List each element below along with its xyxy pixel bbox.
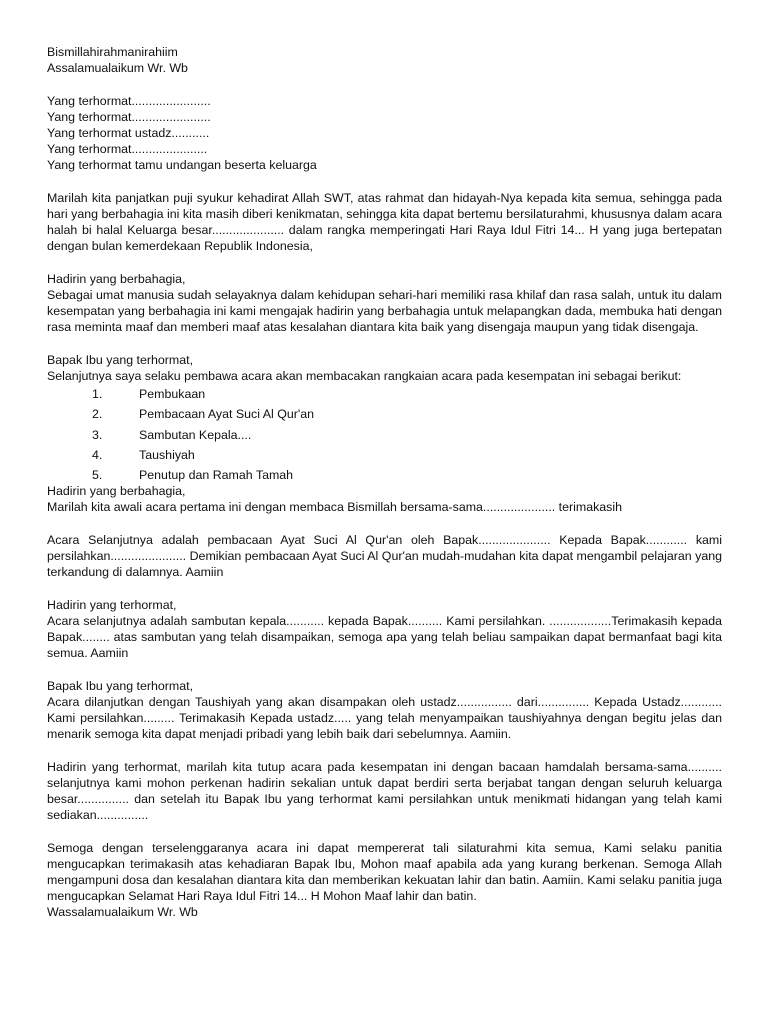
greeting-line: Yang terhormat tamu undangan beserta keluarga bbox=[47, 158, 317, 173]
paragraph-quran-reading: Acara Selanjutnya adalah pembacaan Ayat Suci Al Qur'an oleh Bapak..................... Kepada Bapak............ kami persilahkan...................... Demikian pembacaan Ayat Suci Al Qur'an mudah-mudahan kita dapat mengambil pelajaran yang terkandung di dalamnya. Aamiin bbox=[47, 532, 722, 580]
paragraph-bismillah: Marilah kita awali acara pertama ini dengan membaca Bismillah bersama-sama..................... terimakasih bbox=[47, 500, 623, 515]
paragraph-closing-event: Hadirin yang terhormat, marilah kita tutup acara pada kesempatan ini dengan bacaan hamdalah bersama-sama.......... selanjutnya kami mohon perkenan hadirin sekalian untuk dapat berdiri serta berjabat tangan dengan seluruh keluarga besar............... dan setelah itu Bapak Ibu yang terhormat kami persilahkan untuk menikmati hidangan yang telah kami sediakan............... bbox=[47, 759, 722, 823]
salutation: Bapak Ibu yang terhormat, bbox=[47, 352, 194, 367]
list-item-number: 4. bbox=[92, 447, 103, 462]
closing-salam: Wassalamualaikum Wr. Wb bbox=[47, 905, 198, 920]
greeting-line: Yang terhormat ustadz........... bbox=[47, 126, 210, 140]
speech-text bbox=[47, 44, 722, 921]
paragraph-agenda-intro: Selanjutnya saya selaku pembawa acara akan membacakan rangkaian acara pada kesempatan ini sebagai berikut: bbox=[47, 369, 682, 383]
list-item-number: 2. bbox=[92, 407, 103, 422]
list-item bbox=[47, 445, 722, 465]
paragraph-forgiveness: Sebagai umat manusia sudah selayaknya dalam kehidupan sehari-hari memiliki rasa khilaf dan rasa salah, untuk itu dalam kesempatan yang berbahagia ini kami mengajak hadirin yang berbahagia untuk melapangkan dada, membuka hati dengan rasa meminta maaf dan memberi maaf atas kesalahan diantara kita baik yang disengaja maupun yang tidak disengaja. bbox=[47, 288, 722, 335]
list-item-number: 1. bbox=[92, 387, 103, 402]
opening-bismillah: Bismillahirahmanirahiim bbox=[47, 45, 178, 59]
list-item bbox=[47, 404, 722, 424]
salutation: Bapak Ibu yang terhormat, bbox=[47, 678, 194, 693]
list-item bbox=[47, 465, 722, 485]
paragraph-opening: Marilah kita panjatkan puji syukur kehadirat Allah SWT, atas rahmat dan hidayah-Nya kepada kita semua, sehingga pada hari yang berbahagia ini kita masih diberi kenikmatan, sehingga kita dapat bertemu bersilaturahmi, khususnya dalam acara halah bi halal Keluarga besar..................... dalam rangka memperingati Hari Raya Idul Fitri 14... H yang juga bertepatan dengan bulan kemerdekaan Republik Indonesia, bbox=[47, 190, 722, 254]
list-item-number: 5. bbox=[92, 467, 103, 482]
paragraph-head-speech: Acara selanjutnya adalah sambutan kepala........... kepada Bapak.......... Kami persilahkan. ..................Terimakasih kepada Bapak........ atas sambutan yang telah disampaikan, semoga apa yang telah beliau sampaikan dapat bermanfaat bagi kita semua. Aamiin bbox=[47, 613, 722, 661]
list-item bbox=[47, 425, 722, 445]
paragraph-thanks: Semoga dengan terselenggaranya acara ini dapat mempererat tali silaturahmi kita semua, Kami selaku panitia mengucapkan terimakasih atas kehadiaran Bapak Ibu, Mohon maaf apabila ada yang kurang berkenan. Semoga Allah mengampuni dosa dan kesalahan diantara kita dan memberikan kekuatan lahir dan batin. Aamiin. Kami selaku panitia juga mengucapkan Selamat Hari Raya Idul Fitri 14... H Mohon Maaf lahir dan batin. bbox=[47, 840, 722, 904]
list-item-text: Sambutan Kepala.... bbox=[139, 427, 252, 442]
list-item-text: Pembukaan bbox=[139, 387, 206, 402]
greeting-line: Yang terhormat....................... bbox=[47, 109, 211, 124]
paragraph-taushiyah: Acara dilanjutkan dengan Taushiyah yang akan disampakan oleh ustadz................ dari............... Kepada Ustadz............ Kami persilahkan......... Terimakasih Kepada ustadz..... yang telah menyampaikan taushiyahnya dengan begitu jelas dan menarik semoga kita dapat menjadi pribadi yang lebih baik dari sebelumnya. Aamiin. bbox=[47, 694, 722, 742]
salutation: Hadirin yang berbahagia, bbox=[47, 271, 186, 286]
greeting-line: Yang terhormat....................... bbox=[47, 93, 211, 108]
agenda-list bbox=[47, 384, 722, 485]
greeting-line: Yang terhormat...................... bbox=[47, 142, 208, 157]
list-item bbox=[47, 384, 722, 404]
list-item-text: Taushiyah bbox=[139, 447, 195, 462]
list-item-text: Penutup dan Ramah Tamah bbox=[139, 467, 294, 482]
salutation: Hadirin yang terhormat, bbox=[47, 597, 177, 612]
salutation: Hadirin yang berbahagia, bbox=[47, 484, 186, 499]
list-item-text: Pembacaan Ayat Suci Al Qur'an bbox=[139, 407, 315, 422]
opening-salam: Assalamualaikum Wr. Wb bbox=[47, 61, 188, 76]
list-item-number: 3. bbox=[92, 427, 103, 442]
